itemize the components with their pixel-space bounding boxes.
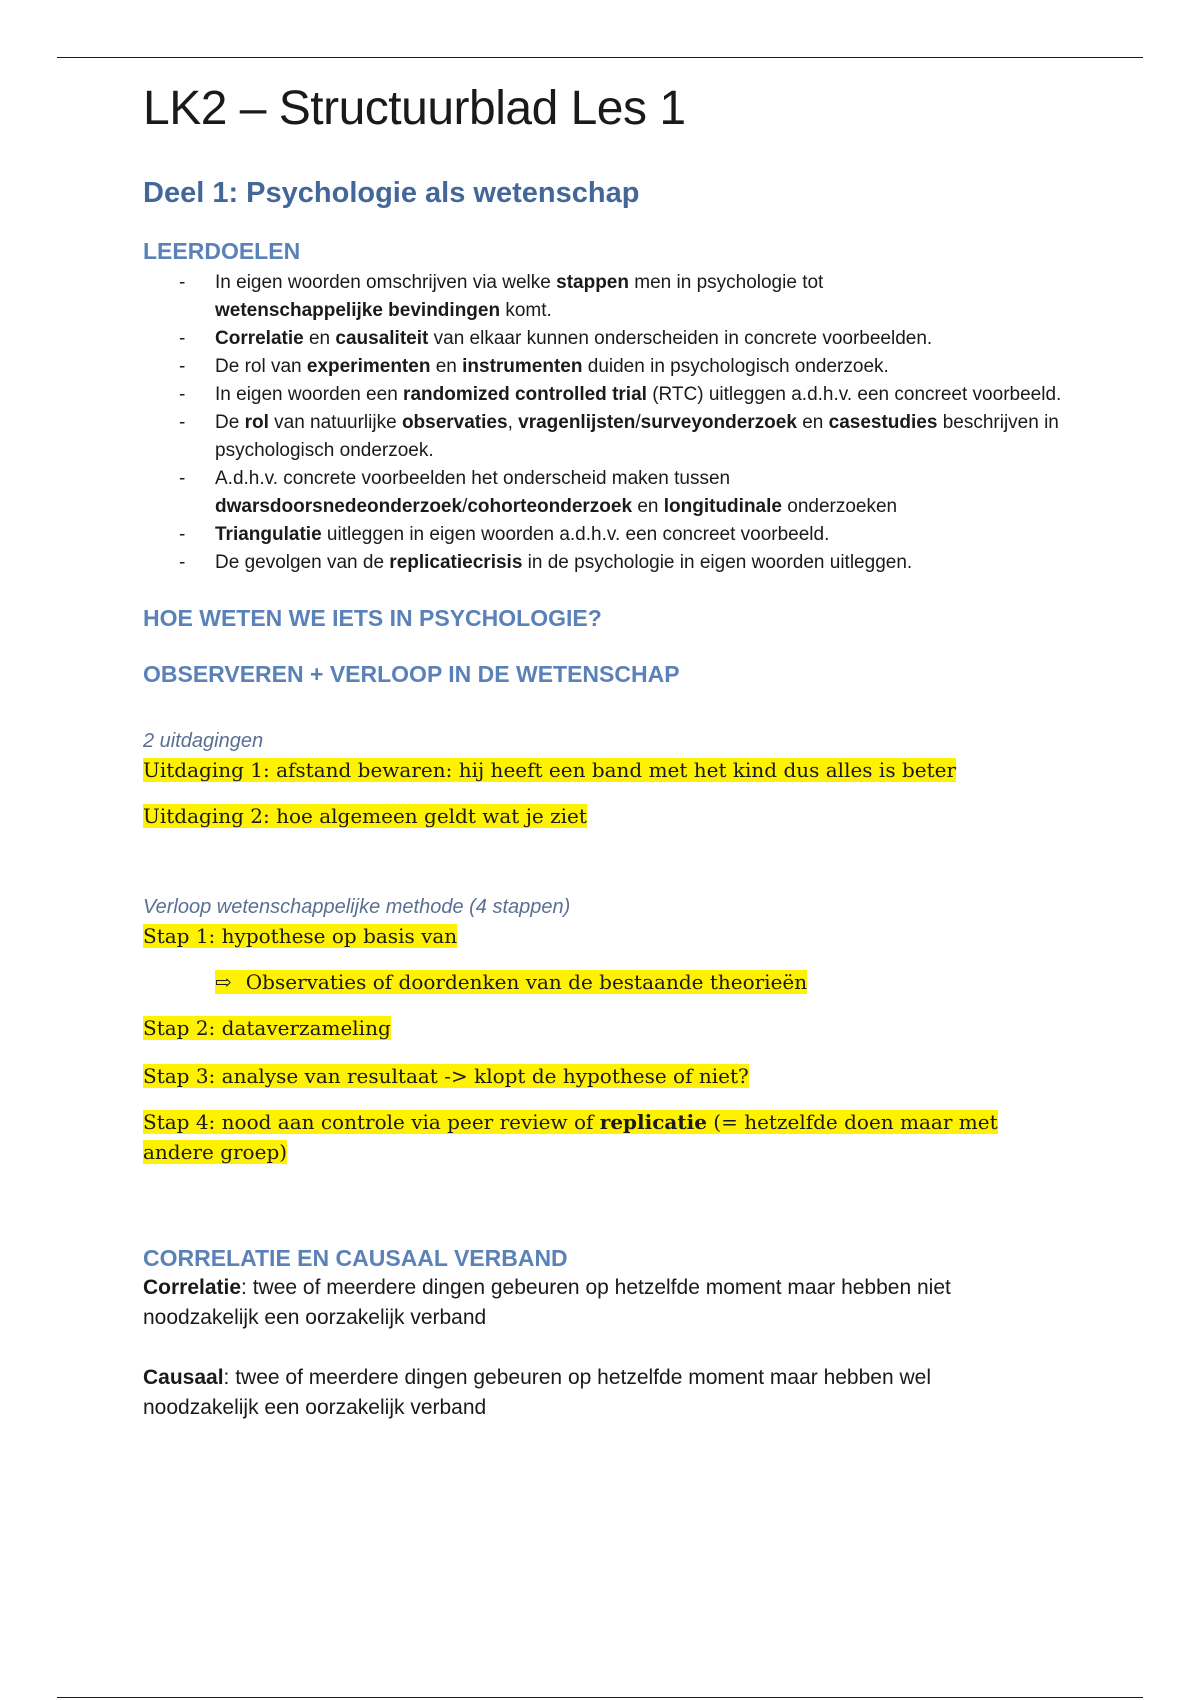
item-text: komt. bbox=[500, 300, 552, 321]
term: Causaal bbox=[143, 1366, 224, 1389]
list-item bbox=[179, 325, 1073, 353]
item-text: en bbox=[632, 496, 664, 517]
correlatie-definition bbox=[143, 1273, 1043, 1333]
item-text: in de psychologie in eigen woorden uitleggen. bbox=[522, 552, 913, 573]
item-text: A.d.h.v. concrete voorbeelden het onderscheid maken tussen bbox=[215, 468, 731, 489]
item-text: en bbox=[430, 356, 463, 377]
top-rule bbox=[57, 57, 1143, 58]
highlighted-bold: replicatie bbox=[599, 1110, 707, 1134]
item-text: De gevolgen van de bbox=[215, 552, 390, 573]
correlatie-heading: CORRELATIE EN CAUSAAL VERBAND bbox=[143, 1245, 568, 1271]
highlighted-text: Stap 4: nood aan controle via peer review of bbox=[143, 1110, 600, 1134]
highlighted-text: Stap 3: analyse van resultaat -> klopt de hypothese of niet? bbox=[143, 1064, 749, 1088]
highlighted-text: Stap 2: dataverzameling bbox=[143, 1016, 391, 1040]
page-title: LK2 – Structuurblad Les 1 bbox=[143, 82, 686, 135]
uitdaging-1 bbox=[143, 755, 1073, 785]
item-bold: stappen bbox=[556, 272, 629, 293]
list-item bbox=[179, 381, 1073, 409]
bullet: - bbox=[179, 524, 186, 545]
hoe-weten-heading: HOE WETEN WE IETS IN PSYCHOLOGIE? bbox=[143, 605, 602, 631]
definition-text: : twee of meerdere dingen gebeuren op hetzelfde moment maar hebben wel noodzakelijk een oorzakelijk verband bbox=[143, 1366, 931, 1419]
highlighted-text: Uitdaging 2: hoe algemeen geldt wat je ziet bbox=[143, 804, 587, 828]
item-bold: replicatiecrisis bbox=[389, 552, 523, 573]
stap-2 bbox=[143, 1013, 1073, 1043]
item-text: van elkaar kunnen onderscheiden in concrete voorbeelden. bbox=[428, 328, 933, 349]
item-text: en bbox=[303, 328, 336, 349]
item-text: / bbox=[635, 412, 641, 433]
item-text: men in psychologie tot bbox=[628, 272, 824, 293]
list-item bbox=[179, 409, 1073, 465]
item-bold: experimenten bbox=[306, 356, 431, 377]
item-bold: causaliteit bbox=[335, 328, 429, 349]
uitdagingen-label: 2 uitdagingen bbox=[143, 730, 264, 752]
term: Correlatie bbox=[143, 1276, 242, 1299]
item-text: De rol van bbox=[215, 356, 307, 377]
item-bold: casestudies bbox=[828, 412, 938, 433]
stap-1-sub bbox=[143, 967, 1073, 997]
item-bold: vragenlijsten bbox=[518, 412, 636, 433]
stap-1 bbox=[143, 921, 1073, 951]
item-bold: Triangulatie bbox=[215, 524, 322, 545]
section-heading: Deel 1: Psychologie als wetenschap bbox=[143, 177, 640, 209]
item-text: In eigen woorden omschrijven via welke bbox=[215, 272, 557, 293]
list-item bbox=[179, 353, 1073, 381]
stap-3 bbox=[143, 1061, 1073, 1091]
bullet: - bbox=[179, 272, 186, 293]
bullet: - bbox=[179, 356, 186, 377]
item-bold: surveyonderzoek bbox=[640, 412, 797, 433]
item-text: uitleggen in eigen woorden a.d.h.v. een concreet voorbeeld. bbox=[321, 524, 830, 545]
item-text: duiden in psychologisch onderzoek. bbox=[582, 356, 889, 377]
definition-text: : twee of meerdere dingen gebeuren op hetzelfde moment maar hebben niet noodzakelijk een oorzakelijk verband bbox=[143, 1276, 951, 1329]
list-item bbox=[179, 549, 1073, 577]
highlighted-text: Uitdaging 1: afstand bewaren: hij heeft een band met het kind dus alles is beter bbox=[143, 758, 957, 782]
item-text: en bbox=[796, 412, 829, 433]
bottom-rule bbox=[57, 1697, 1143, 1698]
list-item bbox=[179, 269, 1073, 325]
leerdoelen-heading: LEERDOELEN bbox=[143, 238, 301, 264]
item-text: In eigen woorden een bbox=[215, 384, 404, 405]
item-text: onderzoeken bbox=[781, 496, 898, 517]
list-item bbox=[179, 521, 1073, 549]
bullet: - bbox=[179, 384, 186, 405]
highlighted-text: Observaties of doordenken van de bestaande theorieën bbox=[245, 970, 808, 994]
item-bold: wetenschappelijke bevindingen bbox=[215, 300, 501, 321]
highlighted-text: Stap 1: hypothese op basis van bbox=[143, 924, 458, 948]
document-body bbox=[143, 78, 1073, 1423]
item-text: , bbox=[507, 412, 519, 433]
item-bold: rol bbox=[244, 412, 269, 433]
arrow-right-icon: ⇨ bbox=[215, 970, 232, 994]
bullet: - bbox=[179, 412, 186, 433]
highlighted-text: (= hetzelfde doen maar met andere groep) bbox=[143, 1110, 998, 1164]
list-item bbox=[179, 465, 1073, 521]
stap-4 bbox=[143, 1107, 1013, 1167]
leerdoelen-list bbox=[143, 269, 1073, 577]
causaal-definition bbox=[143, 1363, 1043, 1423]
item-text: beschrijven in psychologisch onderzoek. bbox=[215, 412, 1059, 461]
observeren-heading: OBSERVEREN + VERLOOP IN DE WETENSCHAP bbox=[143, 661, 680, 687]
item-bold: dwarsdoorsnedeonderzoek bbox=[215, 496, 463, 517]
item-bold: observaties bbox=[401, 412, 508, 433]
item-bold: longitudinale bbox=[663, 496, 782, 517]
bullet: - bbox=[179, 468, 186, 489]
item-bold: Correlatie bbox=[215, 328, 304, 349]
item-text: / bbox=[462, 496, 468, 517]
item-bold: randomized controlled trial bbox=[403, 384, 647, 405]
uitdaging-2 bbox=[143, 801, 1073, 831]
bullet: - bbox=[179, 328, 186, 349]
item-bold: instrumenten bbox=[462, 356, 583, 377]
item-text: van natuurlijke bbox=[268, 412, 402, 433]
item-bold: cohorteonderzoek bbox=[467, 496, 633, 517]
verloop-label: Verloop wetenschappelijke methode (4 stappen) bbox=[143, 896, 571, 918]
bullet: - bbox=[179, 552, 186, 573]
item-text: De bbox=[215, 412, 245, 433]
item-text: (RTC) uitleggen a.d.h.v. een concreet voorbeeld. bbox=[646, 384, 1062, 405]
